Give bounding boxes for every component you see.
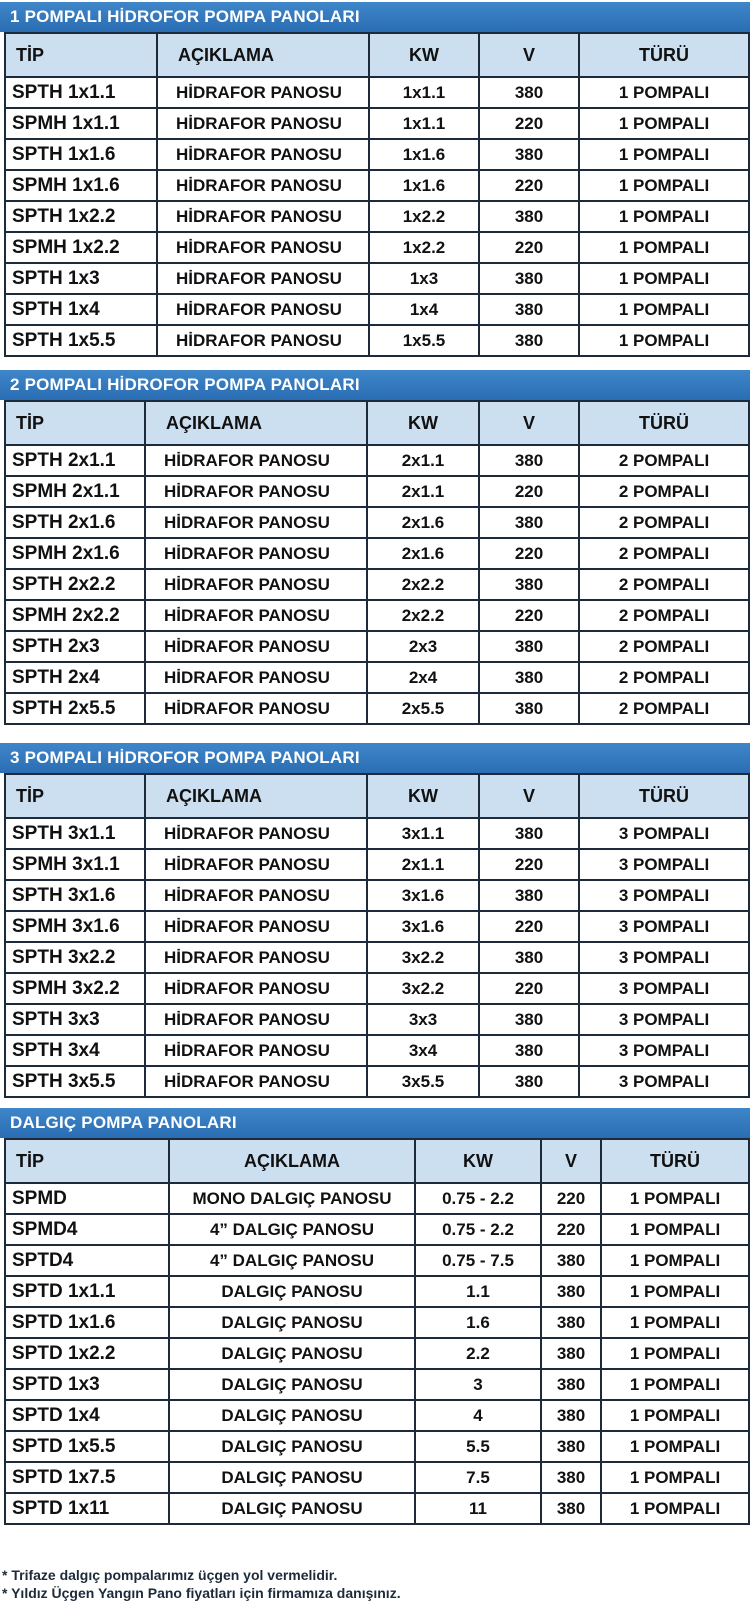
table-row <box>5 942 749 973</box>
cell-v: 380 <box>541 1276 601 1307</box>
cell-v: 220 <box>479 538 579 569</box>
cell-tip: SPMH 3x2.2 <box>5 973 145 1004</box>
table-row <box>5 973 749 1004</box>
cell-v: 380 <box>479 880 579 911</box>
cell-tip: SPTH 1x4 <box>5 294 157 325</box>
cell-turu: 1 POMPALI <box>601 1462 749 1493</box>
cell-tip: SPTH 3x1.1 <box>5 818 145 849</box>
cell-v: 380 <box>479 445 579 476</box>
cell-turu: 1 POMPALI <box>579 139 749 170</box>
cell-turu: 2 POMPALI <box>579 538 749 569</box>
cell-tip: SPTH 1x1.1 <box>5 77 157 108</box>
header-v: V <box>479 33 579 77</box>
cell-kw: 0.75 - 2.2 <box>415 1183 541 1214</box>
cell-v: 380 <box>479 569 579 600</box>
cell-tip: SPTH 1x5.5 <box>5 325 157 356</box>
price-table <box>4 773 750 1098</box>
table-row <box>5 1462 749 1493</box>
cell-turu: 3 POMPALI <box>579 1004 749 1035</box>
cell-v: 380 <box>541 1338 601 1369</box>
cell-turu: 1 POMPALI <box>601 1431 749 1462</box>
cell-v: 220 <box>541 1183 601 1214</box>
cell-tip: SPMH 2x2.2 <box>5 600 145 631</box>
cell-kw: 2x5.5 <box>367 693 479 724</box>
cell-aciklama: HİDRAFOR PANOSU <box>145 693 367 724</box>
cell-aciklama: HİDRAFOR PANOSU <box>145 662 367 693</box>
cell-turu: 1 POMPALI <box>579 77 749 108</box>
cell-aciklama: DALGIÇ PANOSU <box>169 1276 415 1307</box>
cell-turu: 1 POMPALI <box>601 1338 749 1369</box>
cell-v: 380 <box>541 1462 601 1493</box>
cell-tip: SPTH 2x4 <box>5 662 145 693</box>
header-kw: KW <box>367 774 479 818</box>
cell-turu: 3 POMPALI <box>579 880 749 911</box>
header-kw: KW <box>367 401 479 445</box>
cell-tip: SPTD 1x7.5 <box>5 1462 169 1493</box>
cell-tip: SPTD4 <box>5 1245 169 1276</box>
table-row <box>5 818 749 849</box>
table-row <box>5 445 749 476</box>
cell-kw: 1x3 <box>369 263 479 294</box>
cell-turu: 1 POMPALI <box>579 325 749 356</box>
cell-v: 220 <box>479 476 579 507</box>
cell-tip: SPTD 1x2.2 <box>5 1338 169 1369</box>
cell-tip: SPTH 3x4 <box>5 1035 145 1066</box>
section-2-pompali <box>0 370 750 725</box>
cell-v: 220 <box>479 911 579 942</box>
header-v: V <box>541 1139 601 1183</box>
cell-v: 380 <box>479 77 579 108</box>
cell-turu: 1 POMPALI <box>601 1245 749 1276</box>
cell-aciklama: DALGIÇ PANOSU <box>169 1493 415 1524</box>
cell-aciklama: MONO DALGIÇ PANOSU <box>169 1183 415 1214</box>
cell-tip: SPTH 3x5.5 <box>5 1066 145 1097</box>
cell-kw: 3x3 <box>367 1004 479 1035</box>
cell-tip: SPMH 1x2.2 <box>5 232 157 263</box>
cell-kw: 5.5 <box>415 1431 541 1462</box>
cell-aciklama: HİDRAFOR PANOSU <box>157 232 369 263</box>
cell-kw: 1x1.6 <box>369 139 479 170</box>
cell-v: 380 <box>479 662 579 693</box>
cell-aciklama: 4” DALGIÇ PANOSU <box>169 1245 415 1276</box>
cell-tip: SPTD 1x4 <box>5 1400 169 1431</box>
cell-aciklama: HİDRAFOR PANOSU <box>157 294 369 325</box>
table-row <box>5 600 749 631</box>
cell-kw: 3x4 <box>367 1035 479 1066</box>
table-row <box>5 1307 749 1338</box>
cell-kw: 3x2.2 <box>367 973 479 1004</box>
table-row <box>5 201 749 232</box>
cell-kw: 1.1 <box>415 1276 541 1307</box>
cell-kw: 1x4 <box>369 294 479 325</box>
cell-aciklama: HİDRAFOR PANOSU <box>145 600 367 631</box>
cell-v: 220 <box>541 1214 601 1245</box>
cell-v: 380 <box>541 1307 601 1338</box>
cell-kw: 3x5.5 <box>367 1066 479 1097</box>
cell-aciklama: HİDRAFOR PANOSU <box>145 1035 367 1066</box>
cell-turu: 1 POMPALI <box>601 1183 749 1214</box>
header-row <box>5 1139 749 1183</box>
table-row <box>5 880 749 911</box>
cell-turu: 1 POMPALI <box>601 1369 749 1400</box>
table-row <box>5 1035 749 1066</box>
cell-kw: 7.5 <box>415 1462 541 1493</box>
header-v: V <box>479 774 579 818</box>
cell-tip: SPTH 2x1.1 <box>5 445 145 476</box>
cell-turu: 2 POMPALI <box>579 693 749 724</box>
cell-tip: SPTH 3x2.2 <box>5 942 145 973</box>
header-turu: TÜRÜ <box>579 33 749 77</box>
cell-turu: 2 POMPALI <box>579 445 749 476</box>
table-row <box>5 77 749 108</box>
cell-kw: 2x2.2 <box>367 569 479 600</box>
table-row <box>5 170 749 201</box>
table-row <box>5 232 749 263</box>
cell-aciklama: HİDRAFOR PANOSU <box>157 263 369 294</box>
cell-tip: SPTD 1x3 <box>5 1369 169 1400</box>
cell-aciklama: HİDRAFOR PANOSU <box>145 631 367 662</box>
table-row <box>5 1183 749 1214</box>
cell-tip: SPMD4 <box>5 1214 169 1245</box>
cell-aciklama: DALGIÇ PANOSU <box>169 1369 415 1400</box>
cell-aciklama: HİDRAFOR PANOSU <box>145 1004 367 1035</box>
cell-kw: 2x2.2 <box>367 600 479 631</box>
price-table <box>4 1138 750 1525</box>
cell-v: 380 <box>479 1035 579 1066</box>
cell-kw: 2x3 <box>367 631 479 662</box>
cell-tip: SPTH 3x3 <box>5 1004 145 1035</box>
table-row <box>5 1400 749 1431</box>
cell-turu: 1 POMPALI <box>579 263 749 294</box>
cell-kw: 1x1.1 <box>369 108 479 139</box>
cell-v: 380 <box>479 294 579 325</box>
cell-aciklama: HİDRAFOR PANOSU <box>157 77 369 108</box>
cell-kw: 1x1.6 <box>369 170 479 201</box>
cell-v: 380 <box>479 201 579 232</box>
cell-aciklama: HİDRAFOR PANOSU <box>157 201 369 232</box>
cell-turu: 1 POMPALI <box>579 294 749 325</box>
cell-aciklama: DALGIÇ PANOSU <box>169 1400 415 1431</box>
table-row <box>5 1338 749 1369</box>
header-aciklama: AÇIKLAMA <box>145 401 367 445</box>
cell-turu: 3 POMPALI <box>579 911 749 942</box>
table-row <box>5 1245 749 1276</box>
cell-aciklama: HİDRAFOR PANOSU <box>145 569 367 600</box>
header-kw: KW <box>369 33 479 77</box>
header-turu: TÜRÜ <box>579 774 749 818</box>
cell-aciklama: HİDRAFOR PANOSU <box>145 538 367 569</box>
cell-aciklama: DALGIÇ PANOSU <box>169 1431 415 1462</box>
cell-kw: 2x4 <box>367 662 479 693</box>
cell-turu: 3 POMPALI <box>579 1035 749 1066</box>
cell-tip: SPMH 3x1.1 <box>5 849 145 880</box>
cell-aciklama: HİDRAFOR PANOSU <box>145 1066 367 1097</box>
header-row <box>5 401 749 445</box>
cell-aciklama: HİDRAFOR PANOSU <box>145 911 367 942</box>
cell-v: 380 <box>479 1066 579 1097</box>
cell-kw: 2x1.6 <box>367 507 479 538</box>
cell-v: 380 <box>479 507 579 538</box>
cell-turu: 1 POMPALI <box>601 1276 749 1307</box>
section-title: DALGIÇ POMPA PANOLARI <box>0 1108 750 1138</box>
cell-aciklama: HİDRAFOR PANOSU <box>145 818 367 849</box>
section-title: 2 POMPALI HİDROFOR POMPA PANOLARI <box>0 370 750 400</box>
cell-kw: 2.2 <box>415 1338 541 1369</box>
cell-turu: 3 POMPALI <box>579 973 749 1004</box>
cell-aciklama: DALGIÇ PANOSU <box>169 1462 415 1493</box>
cell-tip: SPMH 1x1.1 <box>5 108 157 139</box>
table-row <box>5 1004 749 1035</box>
cell-turu: 2 POMPALI <box>579 476 749 507</box>
price-table <box>4 400 750 725</box>
cell-kw: 2x1.6 <box>367 538 479 569</box>
cell-tip: SPTH 2x2.2 <box>5 569 145 600</box>
cell-kw: 3x1.6 <box>367 911 479 942</box>
cell-v: 220 <box>479 108 579 139</box>
table-row <box>5 263 749 294</box>
section-title: 1 POMPALI HİDROFOR POMPA PANOLARI <box>0 2 750 32</box>
header-aciklama: AÇIKLAMA <box>145 774 367 818</box>
table-row <box>5 569 749 600</box>
header-tip: TİP <box>5 774 145 818</box>
cell-kw: 3x1.1 <box>367 818 479 849</box>
cell-kw: 1x2.2 <box>369 201 479 232</box>
table-row <box>5 538 749 569</box>
cell-kw: 1.6 <box>415 1307 541 1338</box>
cell-kw: 3 <box>415 1369 541 1400</box>
cell-aciklama: HİDRAFOR PANOSU <box>157 325 369 356</box>
table-row <box>5 911 749 942</box>
header-tip: TİP <box>5 1139 169 1183</box>
cell-kw: 3x2.2 <box>367 942 479 973</box>
table-row <box>5 139 749 170</box>
header-row <box>5 774 749 818</box>
table-row <box>5 1493 749 1524</box>
cell-turu: 1 POMPALI <box>601 1214 749 1245</box>
cell-v: 220 <box>479 170 579 201</box>
cell-tip: SPTH 1x3 <box>5 263 157 294</box>
cell-aciklama: 4” DALGIÇ PANOSU <box>169 1214 415 1245</box>
cell-v: 380 <box>541 1369 601 1400</box>
cell-tip: SPTD 1x11 <box>5 1493 169 1524</box>
table-row <box>5 1066 749 1097</box>
header-row <box>5 33 749 77</box>
section-1-pompali <box>0 2 750 357</box>
cell-turu: 1 POMPALI <box>601 1307 749 1338</box>
section-3-pompali <box>0 743 750 1098</box>
cell-v: 380 <box>479 942 579 973</box>
cell-tip: SPTH 3x1.6 <box>5 880 145 911</box>
cell-v: 380 <box>479 263 579 294</box>
cell-turu: 3 POMPALI <box>579 1066 749 1097</box>
cell-v: 380 <box>541 1493 601 1524</box>
table-row <box>5 849 749 880</box>
cell-v: 380 <box>479 631 579 662</box>
cell-v: 380 <box>479 818 579 849</box>
section-dalgic <box>0 1108 750 1525</box>
header-turu: TÜRÜ <box>601 1139 749 1183</box>
cell-v: 380 <box>479 693 579 724</box>
cell-aciklama: HİDRAFOR PANOSU <box>145 476 367 507</box>
cell-kw: 0.75 - 7.5 <box>415 1245 541 1276</box>
cell-v: 380 <box>479 325 579 356</box>
cell-turu: 3 POMPALI <box>579 818 749 849</box>
cell-v: 380 <box>541 1245 601 1276</box>
cell-v: 220 <box>479 973 579 1004</box>
header-turu: TÜRÜ <box>579 401 749 445</box>
cell-kw: 3x1.6 <box>367 880 479 911</box>
cell-tip: SPMH 1x1.6 <box>5 170 157 201</box>
section-title: 3 POMPALI HİDROFOR POMPA PANOLARI <box>0 743 750 773</box>
cell-aciklama: HİDRAFOR PANOSU <box>157 108 369 139</box>
cell-tip: SPTD 1x5.5 <box>5 1431 169 1462</box>
cell-v: 220 <box>479 232 579 263</box>
header-tip: TİP <box>5 33 157 77</box>
table-row <box>5 108 749 139</box>
cell-aciklama: HİDRAFOR PANOSU <box>145 507 367 538</box>
header-aciklama: AÇIKLAMA <box>169 1139 415 1183</box>
cell-tip: SPMH 3x1.6 <box>5 911 145 942</box>
table-row <box>5 476 749 507</box>
price-table <box>4 32 750 357</box>
cell-turu: 1 POMPALI <box>579 108 749 139</box>
cell-turu: 3 POMPALI <box>579 942 749 973</box>
cell-turu: 2 POMPALI <box>579 631 749 662</box>
cell-aciklama: DALGIÇ PANOSU <box>169 1307 415 1338</box>
cell-kw: 0.75 - 2.2 <box>415 1214 541 1245</box>
cell-tip: SPTH 2x5.5 <box>5 693 145 724</box>
cell-turu: 1 POMPALI <box>579 170 749 201</box>
cell-tip: SPTH 2x3 <box>5 631 145 662</box>
header-aciklama: AÇIKLAMA <box>157 33 369 77</box>
cell-turu: 2 POMPALI <box>579 662 749 693</box>
cell-tip: SPMH 2x1.6 <box>5 538 145 569</box>
cell-turu: 1 POMPALI <box>601 1493 749 1524</box>
cell-kw: 11 <box>415 1493 541 1524</box>
cell-v: 220 <box>479 849 579 880</box>
cell-turu: 1 POMPALI <box>579 232 749 263</box>
table-row <box>5 507 749 538</box>
cell-tip: SPTH 2x1.6 <box>5 507 145 538</box>
table-row <box>5 1431 749 1462</box>
cell-v: 380 <box>479 139 579 170</box>
header-tip: TİP <box>5 401 145 445</box>
table-row <box>5 294 749 325</box>
table-row <box>5 662 749 693</box>
cell-kw: 4 <box>415 1400 541 1431</box>
cell-kw: 1x5.5 <box>369 325 479 356</box>
cell-kw: 2x1.1 <box>367 476 479 507</box>
cell-v: 220 <box>479 600 579 631</box>
cell-tip: SPTH 1x2.2 <box>5 201 157 232</box>
cell-kw: 1x2.2 <box>369 232 479 263</box>
cell-kw: 1x1.1 <box>369 77 479 108</box>
cell-v: 380 <box>541 1431 601 1462</box>
table-row <box>5 1369 749 1400</box>
cell-v: 380 <box>541 1400 601 1431</box>
footnote: * Trifaze dalgıç pompalarımız üçgen yol vermelidir. <box>2 1567 338 1583</box>
cell-tip: SPTH 1x1.6 <box>5 139 157 170</box>
table-row <box>5 1276 749 1307</box>
cell-turu: 2 POMPALI <box>579 600 749 631</box>
cell-aciklama: HİDRAFOR PANOSU <box>145 973 367 1004</box>
header-v: V <box>479 401 579 445</box>
header-kw: KW <box>415 1139 541 1183</box>
cell-aciklama: HİDRAFOR PANOSU <box>145 849 367 880</box>
cell-tip: SPMD <box>5 1183 169 1214</box>
cell-tip: SPTD 1x1.6 <box>5 1307 169 1338</box>
footnote: * Yıldız Üçgen Yangın Pano fiyatları için firmamıza danışınız. <box>2 1585 401 1601</box>
cell-aciklama: HİDRAFOR PANOSU <box>157 139 369 170</box>
cell-turu: 2 POMPALI <box>579 507 749 538</box>
cell-aciklama: HİDRAFOR PANOSU <box>145 445 367 476</box>
cell-aciklama: HİDRAFOR PANOSU <box>145 942 367 973</box>
cell-v: 380 <box>479 1004 579 1035</box>
cell-turu: 1 POMPALI <box>601 1400 749 1431</box>
table-row <box>5 693 749 724</box>
table-row <box>5 631 749 662</box>
cell-turu: 1 POMPALI <box>579 201 749 232</box>
cell-aciklama: HİDRAFOR PANOSU <box>157 170 369 201</box>
table-row <box>5 1214 749 1245</box>
cell-tip: SPMH 2x1.1 <box>5 476 145 507</box>
cell-turu: 3 POMPALI <box>579 849 749 880</box>
cell-tip: SPTD 1x1.1 <box>5 1276 169 1307</box>
cell-turu: 2 POMPALI <box>579 569 749 600</box>
cell-kw: 2x1.1 <box>367 849 479 880</box>
cell-aciklama: HİDRAFOR PANOSU <box>145 880 367 911</box>
footnotes <box>2 1566 401 1602</box>
cell-kw: 2x1.1 <box>367 445 479 476</box>
table-row <box>5 325 749 356</box>
cell-aciklama: DALGIÇ PANOSU <box>169 1338 415 1369</box>
